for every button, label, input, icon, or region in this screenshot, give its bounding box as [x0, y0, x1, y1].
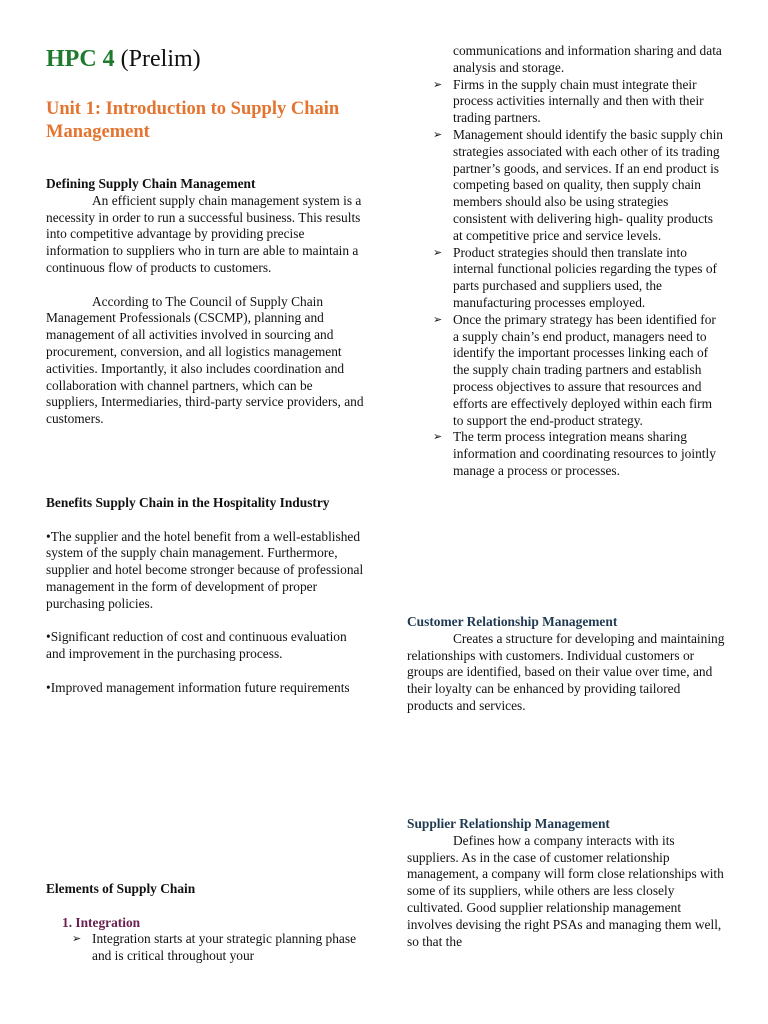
term-label: (Prelim) — [120, 46, 201, 72]
paragraph: Creates a structure for developing and maintaining relationships with customers. Individual customers or groups are identified, based on their value over time, and their loyalty can be enhanced by providing tailored products and services. — [407, 630, 725, 713]
arrow-bullet-icon: ➢ — [433, 431, 443, 444]
benefit-item: •The supplier and the hotel benefit from a well-established system of the supply chain management. Furthermore, supplier and hotel become stronger because of professional management in the form of development of proper purchasing policies. — [46, 528, 364, 611]
paragraph: According to The Council of Supply Chain Management Professionals (CSCMP), planning and management of all activities involved in sourcing and procurement, conversion, and all logistics management activities. Importantly, it also includes coordination and collaboration with channel partners, which can be suppliers, Intermediaries, third-party service providers, and customers. — [46, 293, 364, 427]
arrow-bullet-icon: ➢ — [433, 246, 443, 259]
arrow-bullet-icon: ➢ — [433, 313, 443, 326]
arrow-bullet-icon: ➢ — [433, 78, 443, 91]
paragraph: An efficient supply chain management system is a necessity in order to run a successful business. This results into competitive advantage by providing precise information to suppliers who in turn are able to maintain a continuous flow of products to customers. — [46, 192, 362, 275]
section-defining — [46, 176, 364, 428]
paragraph: Defines how a company interacts with its suppliers. As in the case of customer relationship management, a company will form close relationships with some of its suppliers, while others are less closely cultivated. Good supplier relationship management involves devising the right PSAs and managing them well, so that the — [407, 832, 724, 949]
document-title — [46, 44, 201, 74]
list-item: ➢ Firms in the supply chain must integrate their process activities internally and then with their trading partners. — [433, 76, 704, 126]
arrow-list — [407, 77, 725, 480]
benefit-item: •Significant reduction of cost and continuous evaluation and improvement in the purchasing process. — [46, 629, 347, 662]
list-item: ➢ Management should identify the basic supply chin strategies associated with each other of its trading partner’s goods, and services. If an end product is competing based on quality, then supply chain members should also be using strategies consistent with delivering high- quality products at competitive price and service levels. — [433, 126, 723, 243]
course-code: HPC 4 — [46, 46, 115, 72]
section-heading: Benefits Supply Chain in the Hospitality Industry — [46, 495, 330, 510]
arrow-bullet-icon: ➢ — [72, 933, 82, 946]
unit-title: Unit 1: Introduction to Supply Chain Management — [46, 99, 340, 142]
section-elements — [46, 881, 364, 965]
continued-text: communications and information sharing and data analysis and storage. — [453, 43, 722, 75]
section-heading: Defining Supply Chain Management — [46, 176, 256, 191]
section-crm — [407, 614, 725, 715]
numbered-item-integration: 1. Integration — [62, 914, 141, 930]
list-item: ➢ Product strategies should then translate into internal functional policies regarding the types of parts purchased and suppliers used, the manufacturing processes employed. — [433, 244, 718, 310]
list-item: ➢ The term process integration means sharing information and coordinating resources to jointly manage a process or processes. — [433, 429, 716, 478]
list-item: ➢ Integration starts at your strategic planning phase and is critical throughout your — [72, 931, 357, 964]
section-heading: Customer Relationship Management — [407, 614, 618, 629]
integration-continued — [407, 43, 725, 480]
arrow-bullet-icon: ➢ — [433, 128, 443, 141]
benefit-item: •Improved management information future requirements — [46, 679, 350, 695]
section-benefits — [46, 495, 364, 697]
section-heading: Supplier Relationship Management — [407, 816, 610, 831]
list-item: ➢ Once the primary strategy has been identified for a supply chain’s end product, managers need to identify the important processes linking each of the supply chain trading partners and establish process objectives to assure that resources and efforts are effectively deployed within each firm to support the end-product strategy. — [433, 311, 716, 428]
arrow-list — [46, 931, 364, 965]
section-heading: Elements of Supply Chain — [46, 881, 196, 896]
section-srm — [407, 816, 725, 950]
